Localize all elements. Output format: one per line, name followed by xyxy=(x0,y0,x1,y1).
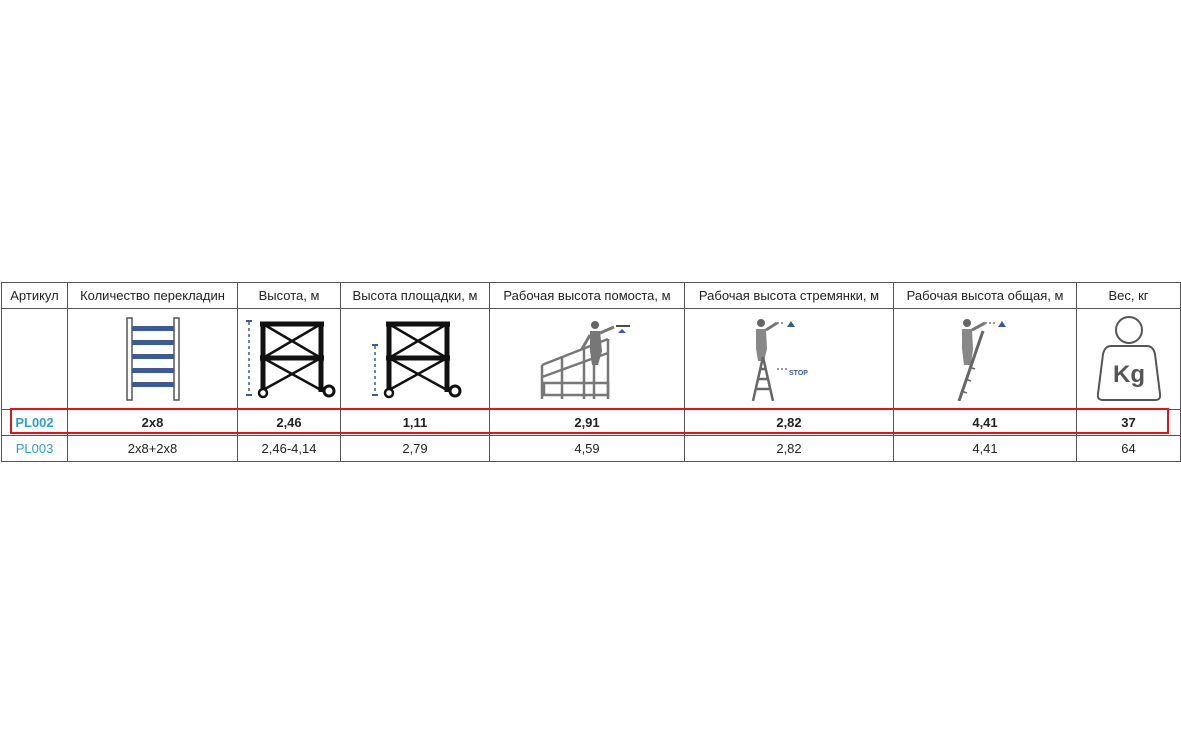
header-height: Высота, м xyxy=(238,283,341,309)
header-stepladder-work-height: Рабочая высота стремянки, м xyxy=(685,283,894,309)
stepladder-work-cell: 2,82 xyxy=(685,410,894,436)
kg-label: Kg xyxy=(1112,361,1145,388)
ladder-icon xyxy=(123,316,183,402)
header-sku: Артикул xyxy=(2,283,68,309)
header-platform-work-height: Рабочая высота помоста, м xyxy=(490,283,685,309)
platform-working-height-icon xyxy=(532,319,642,399)
icon-cell-weight xyxy=(1077,309,1181,410)
total-work-cell: 4,41 xyxy=(894,436,1077,462)
sku-cell xyxy=(2,410,68,436)
scaffold-platform-height-icon xyxy=(367,318,463,400)
height-cell: 2,46-4,14 xyxy=(238,436,341,462)
table-row xyxy=(2,410,1181,436)
sku-link[interactable]: PL003 xyxy=(15,441,54,456)
stop-label: STOP xyxy=(789,370,808,377)
rungs-cell: 2x8 xyxy=(68,410,238,436)
icon-cell-empty xyxy=(2,309,68,410)
scaffold-height-icon xyxy=(241,318,337,400)
header-row xyxy=(2,283,1181,309)
weight-kg-icon xyxy=(1097,316,1161,402)
sku-link[interactable]: PL002 xyxy=(15,415,54,430)
icon-cell-platform-height xyxy=(341,309,490,410)
icon-cell-platform-work xyxy=(490,309,685,410)
icon-cell-stepladder-work xyxy=(685,309,894,410)
header-total-work-height: Рабочая высота общая, м xyxy=(894,283,1077,309)
icon-cell-ladder xyxy=(68,309,238,410)
rungs-cell: 2x8+2x8 xyxy=(68,436,238,462)
platform-height-cell: 2,79 xyxy=(341,436,490,462)
platform-work-cell: 2,91 xyxy=(490,410,685,436)
weight-cell: 64 xyxy=(1077,436,1181,462)
stepladder-work-cell: 2,82 xyxy=(685,436,894,462)
total-working-height-icon xyxy=(945,317,1025,401)
height-cell: 2,46 xyxy=(238,410,341,436)
header-platform-height: Высота площадки, м xyxy=(341,283,490,309)
stepladder-working-height-icon xyxy=(739,317,839,401)
weight-cell: 37 xyxy=(1077,410,1181,436)
icon-cell-total-work xyxy=(894,309,1077,410)
table-row xyxy=(2,436,1181,462)
platform-height-cell: 1,11 xyxy=(341,410,490,436)
icon-row xyxy=(2,309,1181,410)
total-work-cell: 4,41 xyxy=(894,410,1077,436)
spec-table xyxy=(1,282,1181,462)
icon-cell-height xyxy=(238,309,341,410)
sku-cell xyxy=(2,436,68,462)
platform-work-cell: 4,59 xyxy=(490,436,685,462)
header-weight: Вес, кг xyxy=(1077,283,1181,309)
header-rungs: Количество перекладин xyxy=(68,283,238,309)
